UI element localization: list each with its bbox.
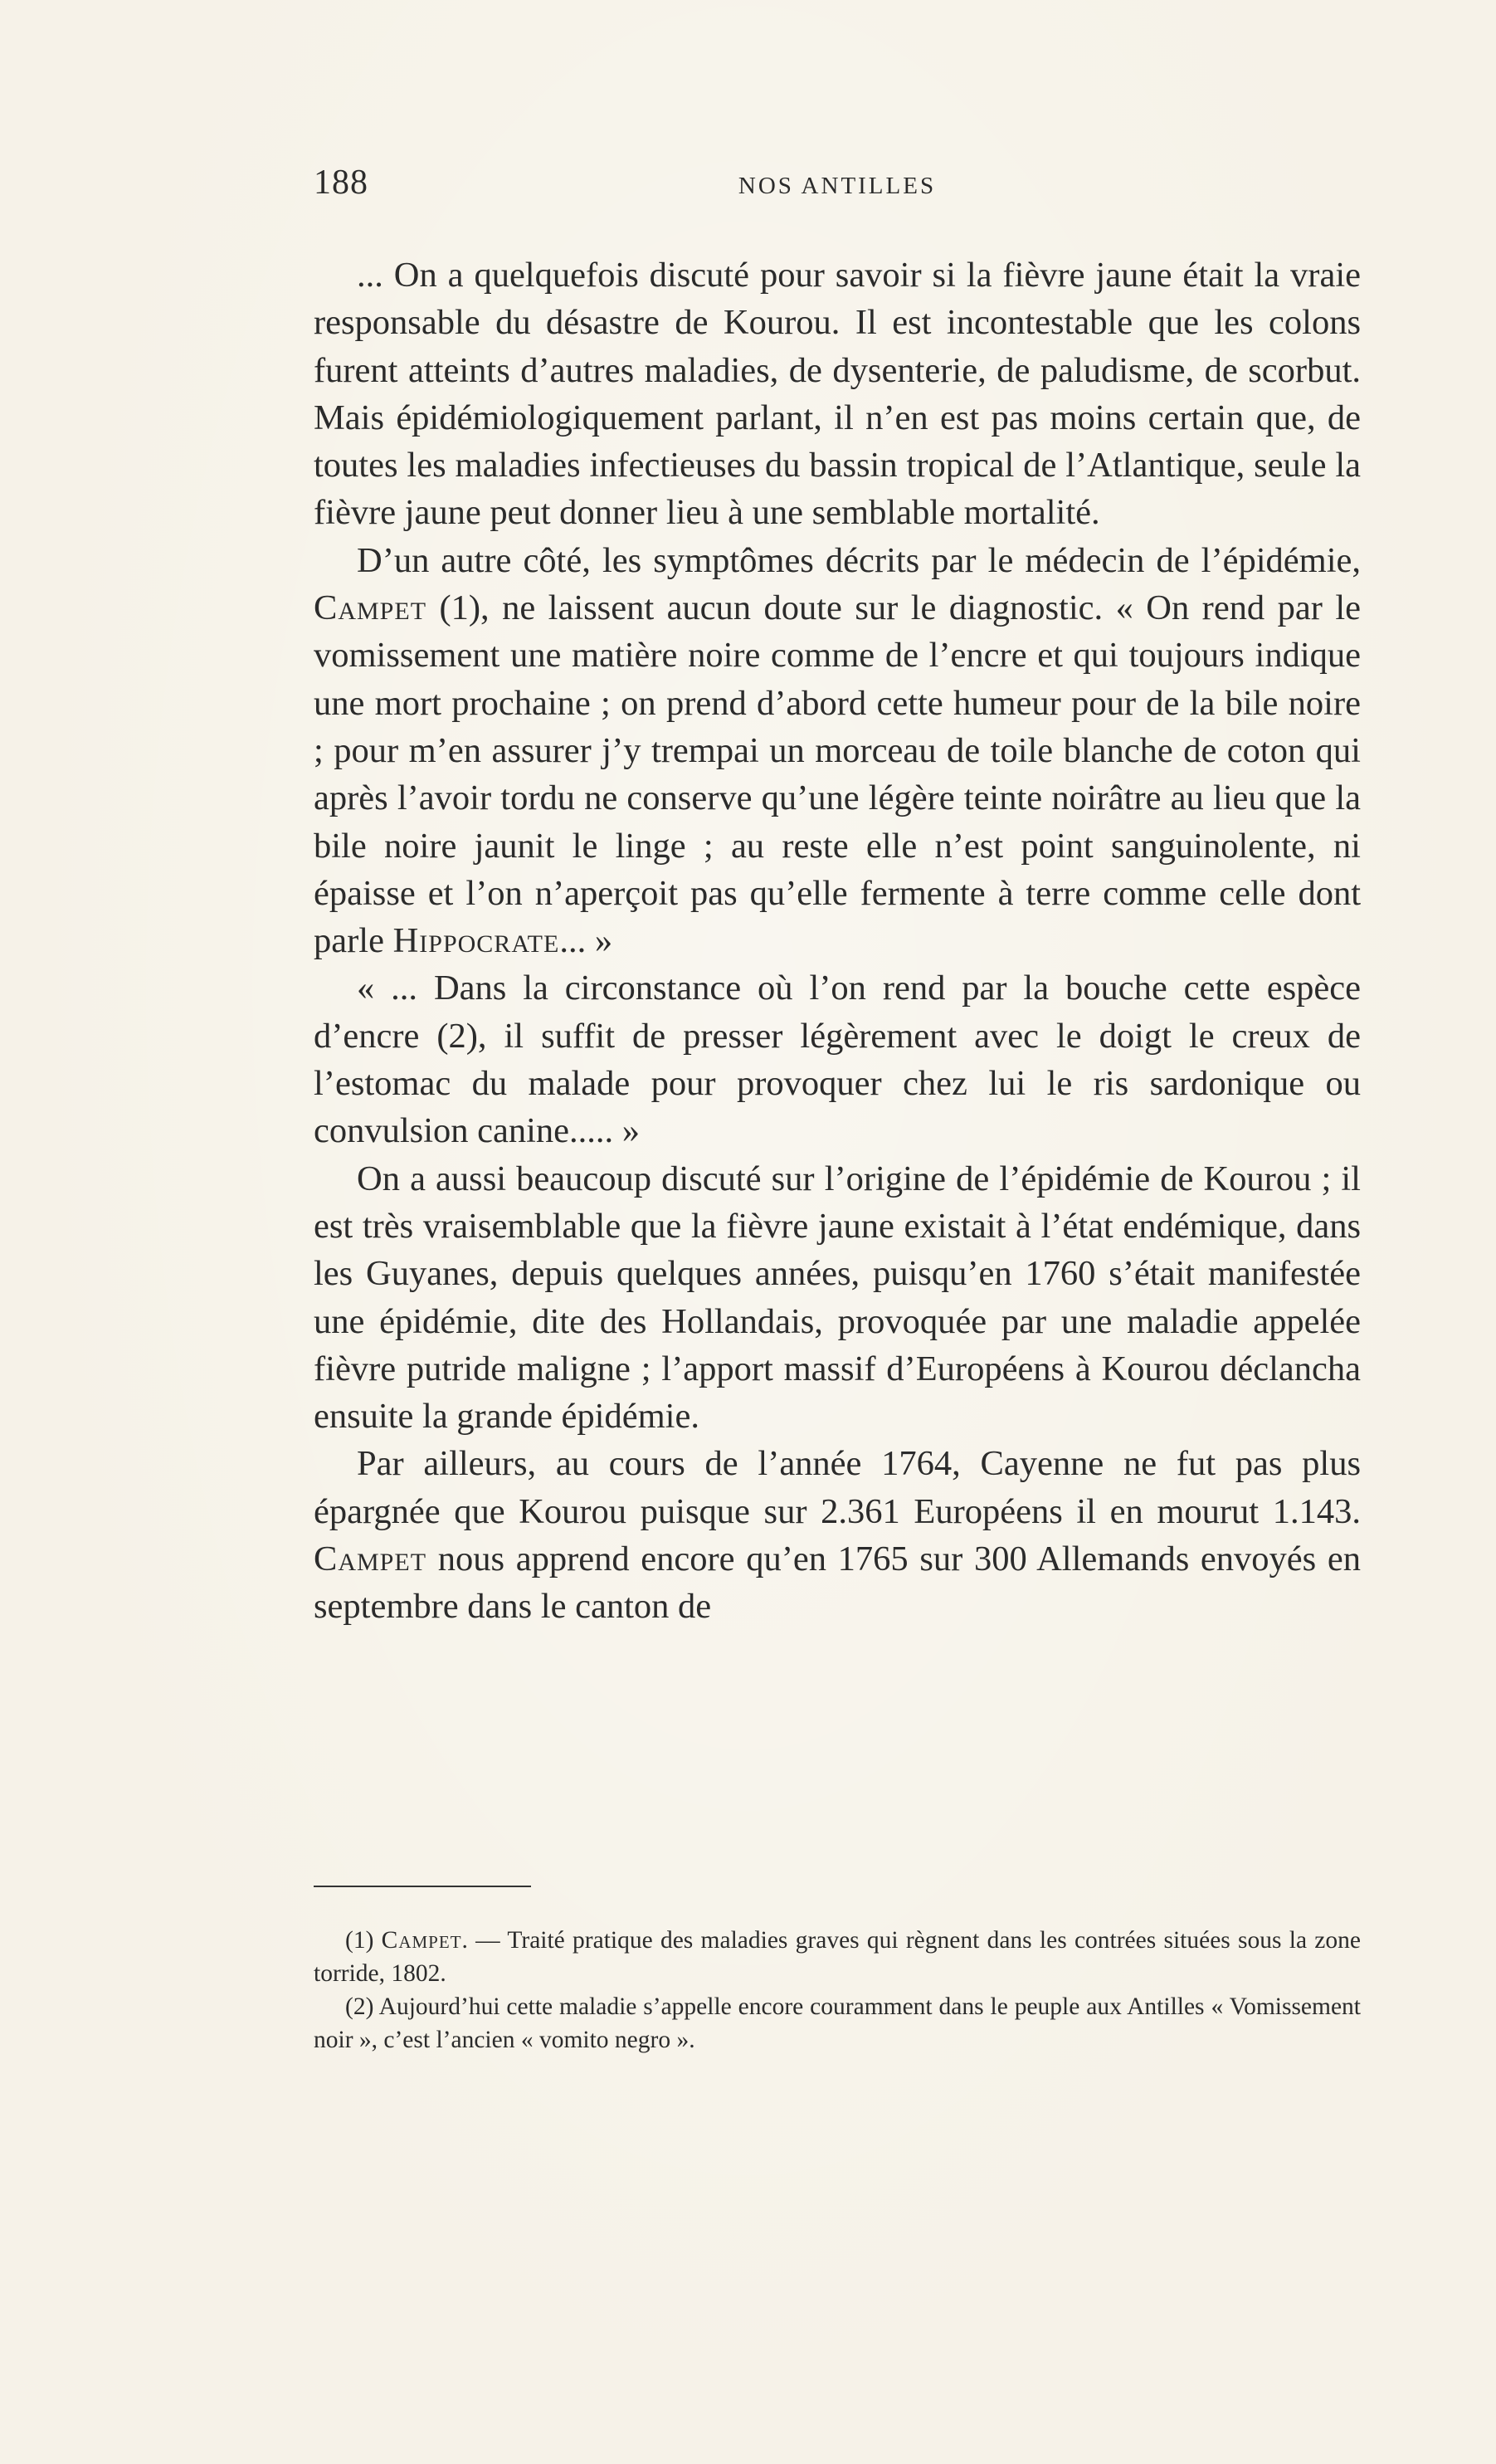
paragraph-2-part-a: D’un autre côté, les symptômes décrits par le médecin de l’épidémie,: [357, 540, 1361, 580]
paragraph-5-part-b: nous apprend encore qu’en 1765 sur 300 Allemands envoyés en septembre dans le canton de: [314, 1539, 1361, 1627]
footnote-1-text: . — Traité pratique des maladies graves qui règnent dans les contrées situées sous la zone torride, 1802.: [314, 1927, 1361, 1987]
running-title: NOS ANTILLES: [738, 173, 937, 199]
paragraph-2-part-b: (1), ne laissent aucun doute sur le diagnostic. « On rend par le vomissement une matière noire comme de l’encre et qui toujours indique une mort prochaine ; on prend d’abord cette humeur pour de la bile noire ; pour m’en assurer j’y trempai un morceau de toile blanche de coton qui après l’avoir tordu ne conserve qu’une légère teinte noirâtre au lieu que la bile noire jaunit le linge ; au reste elle n’est point sanguinolente, ni épaisse et l’on n’aperçoit pas qu’elle fermente à terre comme celle dont parle: [314, 588, 1361, 961]
footnotes: [314, 1924, 1361, 2057]
page-number: 188: [314, 163, 368, 202]
footnote-1-marker: (1): [345, 1927, 382, 1954]
footnote-divider: [314, 1886, 531, 1887]
footnote-1: [314, 1924, 1361, 1990]
paragraph-2: [314, 537, 1361, 965]
body-text: [314, 251, 1361, 1631]
author-name-campet-2: Campet: [314, 1539, 427, 1579]
author-name-hippocrate: Hippocrate: [392, 921, 560, 961]
paragraph-4: On a aussi beaucoup discuté sur l’origine de l’épidémie de Kourou ; il est très vraisemblable que la fièvre jaune existait à l’état endémique, dans les Guyanes, depuis quelques années, puisqu’en 1760 s’était manifestée une épidémie, dite des Hollandais, provoquée par une maladie appelée fièvre putride maligne ; l’apport massif d’Européens à Kourou déclancha ensuite la grande épidémie.: [314, 1159, 1361, 1437]
paragraph-5: [314, 1440, 1361, 1630]
paragraph-5-part-a: Par ailleurs, au cours de l’année 1764, Cayenne ne fut pas plus épargnée que Kourou puisque sur 2.361 Européens il en mourut 1.143.: [314, 1444, 1361, 1531]
footnote-1-author: Campet: [381, 1927, 462, 1954]
paragraph-2-part-c: ... »: [559, 921, 613, 961]
running-head: [314, 163, 1361, 212]
paragraph-3: « ... Dans la circonstance où l’on rend par la bouche cette espèce d’encre (2), il suffit de presser légèrement avec le doigt le creux de l’estomac du malade pour provoquer chez lui le ris sardonique ou convulsion canine..... »: [314, 969, 1361, 1151]
footnote-2: (2) Aujourd’hui cette maladie s’appelle encore couramment dans le peuple aux Antilles « Vomissement noir », c’est l’ancien « vomito negro ».: [314, 1993, 1361, 2053]
author-name-campet: Campet: [314, 588, 427, 628]
paragraph-1: ... On a quelquefois discuté pour savoir si la fièvre jaune était la vraie responsable du désastre de Kourou. Il est incontestable que les colons furent atteints d’autres maladies, de dysenterie, de paludisme, de scorbut. Mais épidémiologiquement parlant, il n’en est pas moins certain que, de toutes les maladies infectieuses du bassin tropical de l’Atlantique, seule la fièvre jaune peut donner lieu à une semblable mortalité.: [314, 256, 1361, 533]
